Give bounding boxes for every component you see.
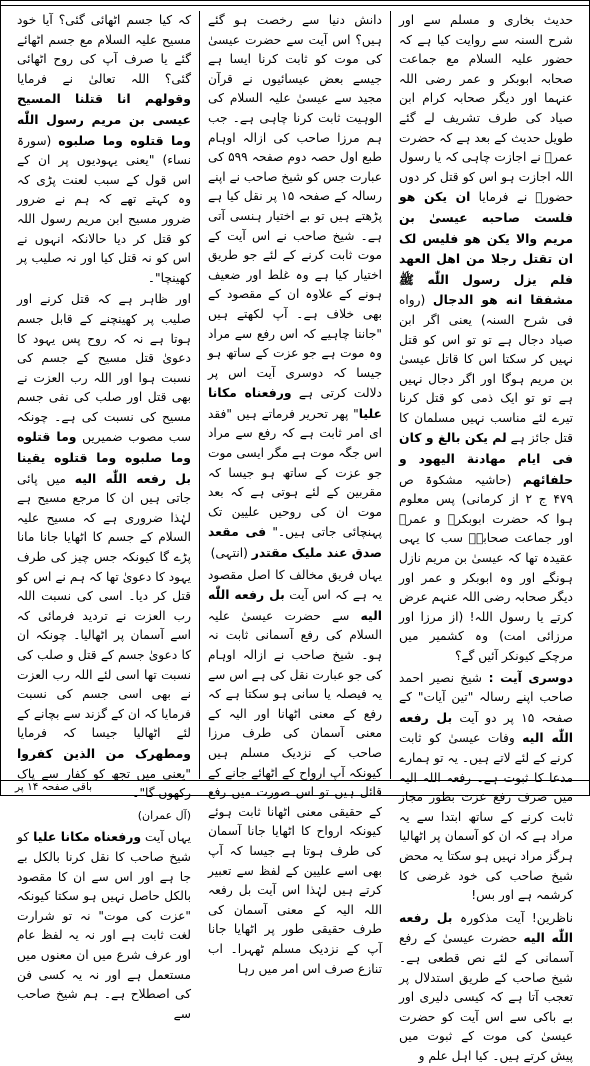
arabic-quote: ورفعناه مکانا علیا — [208, 385, 382, 421]
arabic-quote: فی مقعد صدق عند ملیک مقتدر — [208, 524, 382, 561]
column-middle — [200, 11, 391, 976]
arabic-quote: بل رفعه اللّٰه الیه — [399, 909, 573, 946]
text-segment: وفات عیسیٰ کو ثابت کرنے کے لئے لاتے ہیں۔ یہ تو ہمارے مدعا کا ثبوت ہے۔ رفعہ اللہ الیہ میں صرف رفع عزت بطور مجاز ثابت کرنے کے ساتھ ابتدا سے یہ مراد ہے کہ ان کو آسمان پر اٹھالیا ہرگز مراد نہیں ہو سکتا یہ محض شیخ صاحب کی خود غرضی کا کرشمہ ہے اور بس! — [399, 731, 573, 903]
text-segment: ناظرین! آیت مذکورہ — [452, 910, 573, 925]
paragraph — [399, 669, 573, 906]
text-segment: دانش دنیا سے رخصت ہو گئے ہیں؟ اس آیت سے حضرت عیسیٰ کی موت کو ثابت کرنا ایسا ہے جیسے بعض عیسائیوں نے قرآن مجید سے عیسیٰ علیہ السلام کی الوہیت ثابت کرنا چاہی ہے۔ جب ہم مرزا صاحب کی ازالہ اوہام طبع اول حصہ دوم صفحہ ۵۹۹ کی عبارت جس کو شیخ صاحب نے اپنے رسالہ کے صفحہ ۱۵ پر نقل کیا ہے پڑھتے ہیں تو بے اختیار ہنسی آتی ہے۔ شیخ صاحب نے اس آیت کے موت ثابت کرنے کے لئے جو طریق اختیار کیا ہے وہ غلط اور ضعیف ہونے کے علاوہ ان کے مقصود کے بھی خلاف ہے۔ آپ لکھتے ہیں "جاننا چاہیے کہ اس رفع سے مراد وہ موت ہے جو عزت کے ساتھ ہو جیسا کہ دوسری آیت اس پر دلالت کرتی ہے — [208, 13, 382, 401]
arabic-quote: ان یکن هو فلست صاحبه عیسیٰ بن مریم والا یکن هو فلیس لک ان تقتل رجلا من اهل العهد فلم یزل رسول اللّٰه ﷺ مشفقا انه هو الدجال — [399, 189, 574, 308]
text-segment: کہ کیا جسم اٹھائی گئی؟ آیا خود مسیح علیہ السلام مع جسم اٹھائے گئے یا صرف آپ کی روح اٹھائی گئی؟ اللہ تعالیٰ نے فرمایا — [17, 13, 191, 86]
column-right — [391, 11, 581, 1063]
paragraph — [208, 11, 382, 564]
arabic-quote: ورفعناه مکانا علیا — [33, 829, 142, 845]
text-segment: حدیث بخاری و مسلم سے اور شرح السنہ سے روایت کیا ہے کہ حضور علیہ السلام مع جماعت صحابہ ابوبکر و عمر رضی اللہ عنہما اور دیگر صحابہ کرام ابن صیاد کی طرف تشریف لے گئے طویل حدیث کے بعد ہے کہ حضرت عمرؓ نے اجازت چاہی کہ یا رسول اللہ اجازت ہو اس کو قتل کر دوں حضورؐ نے فرمایا — [399, 13, 573, 205]
paragraph — [17, 11, 191, 288]
arabic-quote: وما قتلوه وما صلبوه وما قتلوه یقینا بل رفعه اللّٰه الیه — [17, 429, 191, 486]
text-segment: (رواه فی شرح السنہ) یعنی اگر ابن صیاد دجال ہے تو تو اس کو قتل نہیں کر سکتا اس کا قاتل عیسیٰ بن مریم ہوگا اور اگر دجال نہیں ہے تو تو ایک ذمی کو قتل کرنا تیرے لئے مناسب نہیں مسلمان کا قتل جائز ہے — [399, 293, 573, 446]
text-segment: میں پائی جاتی ہیں ان کا مرجع مسیح ہے لہٰذا ضروری ہے کہ مسیح علیہ السلام کے جسم کا اٹھایا جانا مانا پڑے گا کیونکہ جس چیز کی طرف یہود کا دعویٰ تھا کہ ہم نے اس کو قتل کر دیا۔ اسی کی نسبت اللہ رب العزت نے تردید فرمائی کہ اسے آسمان پر اٹھالیا۔ چونکہ ان کا دعویٰ جسم کے قتل و صلب کی نسبت تھا اسی لئے اللہ رب العزت نے بھی اسی جسم کی نسبت فرمایا کہ ان کے گزند سے بچانے کے لئے اٹھالیا جیسا کہ فرمایا — [17, 471, 191, 741]
top-rule — [1, 5, 589, 6]
text-segment: (حاشیہ مشکوۃ ص ۴۷۹ ج ۲ از کرمانی) پس معلوم ہوا کہ حضرت ابوبکرؓ و عمرؓ اور جماعت صحابہؓ سب کا یہی عقیدہ تھا کہ عیسیٰ بن مریم نازل ہونگے اور وہ ابوبکر و عمر اور دیگر صحابہ رضی اللہ عنہم عرض کرتے یا رسول اللہ! (از مرزا اور مرزائی امت) وہ کشمیر میں مرچکے کیونکر آئیں گے؟ — [399, 472, 573, 663]
text-segment: " پھر تحریر فرماتے ہیں "فقد ای امر ثابت ہے کہ رفع سے مراد اس جگہ موت ہے مگر ایسی موت جو عزت کے ساتھ ہو جیسا کہ مقربین کے لئے ہوتی ہے کہ بعد موت ان کی روحیں علیین تک پہنچائی جاتی ہیں۔" — [208, 406, 382, 540]
continuation-note: باقی صفحہ ۱۴ پر — [15, 781, 93, 793]
text-segment: یہاں آیت — [141, 830, 191, 845]
arabic-quote: بل رفعه اللّٰه الیه — [399, 709, 573, 746]
section-heading: دوسری آیت : — [482, 670, 574, 685]
paragraph — [208, 566, 382, 979]
reference: (آل عمران) — [137, 808, 191, 822]
text-segment: حضرت عیسیٰ کے رفع آسمانی کے لئے نص قطعی ہے۔ شیخ صاحب کے طریق استدلال پر تعجب آتا ہے کہ کیسی دلیری اور بے باکی سے اس آیت کو حضرت عیسیٰ کی موت کے ثبوت میں پیش کرتے ہیں۔ کیا اہل علم و — [399, 931, 573, 1063]
text-segment: شیخ نصیر احمد صاحب اپنے رسالہ "تین آیات" کے صفحہ ۱۵ پر دو آیت — [399, 670, 574, 725]
text-segment: یہاں فریق مخالف کا اصل مقصود یہ ہے کہ اس آیت — [208, 567, 382, 603]
arabic-quote: ومطهرک من الذین کفروا — [17, 745, 191, 761]
paragraph — [399, 11, 573, 667]
text-segment: "یعنی میں تجھ کو کفار سے پاک رکھوں گا"۔ — [17, 766, 191, 801]
arabic-quote: بل رفعه اللّٰه الیه — [208, 587, 382, 623]
text-segment: (سورۃ نساء) "یعنی یہودیوں پر ان کے اس قول کے سبب لعنت پڑی کہ وہ کہتے تھے کہ ہم نے ضرور ضرور مسیح ابن مریم رسول اللہ کو قتل کر دیا حالانکہ انہوں نے اس کو نہ قتل کیا اور نہ صلیب پر کھینچا"۔ — [17, 133, 191, 285]
paragraph — [17, 806, 191, 826]
paragraph — [17, 290, 191, 803]
paragraph — [17, 827, 191, 1024]
text-segment: اور ظاہر ہے کہ قتل کرنے اور صلیب پر کھینچنے کے قابل جسم ہوتا ہے نہ کہ روح پس یہود کا دعویٰ قتل مسیح کے جسم کی نسبت ہوا اور اللہ رب العزت نے بھی قتل اور صلب کی نفی جسم مسیح کی نسبت کی ہے۔ چونکہ سب مصوب ضمیریں — [17, 292, 191, 445]
arabic-quote: لم یکن بالغ و کان فی ایام مهادنة الیهود و حلفائهم — [399, 430, 573, 487]
text-segment: سے حضرت عیسیٰ علیہ السلام کی رفع آسمانی ثابت نہ ہو۔ شیخ صاحب نے ازالہ اوہام کی جو عبارت نقل کی ہے اس سے یہ فیصلہ یا سانی ہو سکتا ہے کہ رفع کے معنی اٹھانا اور الیہ کے معنی آسمان کی طرف مرزا صاحب کے نزدیک مسلم ہیں کیونکہ آپ ارواح کے اٹھائے جانے کے قائل ہیں تو اس صورت میں رفع کے حقیقی معنی اٹھانا ثابت ہوئے کیونکہ ارواح کا اٹھایا جانا آسمان کی طرف ہوتا ہے جیسا کہ آپ بھی اسے علیین کے لفظ سے تعبیر کرتے ہیں لہٰذا اس آیت بل رفعہ اللہ الیہ کے معنی آسمان کی طرف حقیقی طور پر اٹھایا جانا آپ کے نزدیک مسلم ٹھہرا۔ اب تنازع صرف اس امر میں رہا — [208, 608, 382, 976]
text-segment: کو شیخ صاحب کا نقل کرنا بالکل بے جا ہے اور اس سے ان کا مقصود بالکل حاصل نہیں ہو سکتا کیونکہ "عزت کی موت" نہ تو شرارت لغت ثابت ہے اور نہ یہ لفظ عام اور عرف شرع میں ان معنوں میں مستعمل ہے اور نہ یہ کسی فن کی اصطلاح ہے۔ ہم شیخ صاحب سے — [17, 830, 191, 1021]
arabic-quote: وقولهم انا قتلنا المسیح عیسی بن مریم رسول اللّٰه وما قتلوه وما صلبوه — [17, 91, 191, 148]
paragraph — [399, 908, 573, 1066]
text-segment: (انتہی) — [210, 546, 252, 561]
